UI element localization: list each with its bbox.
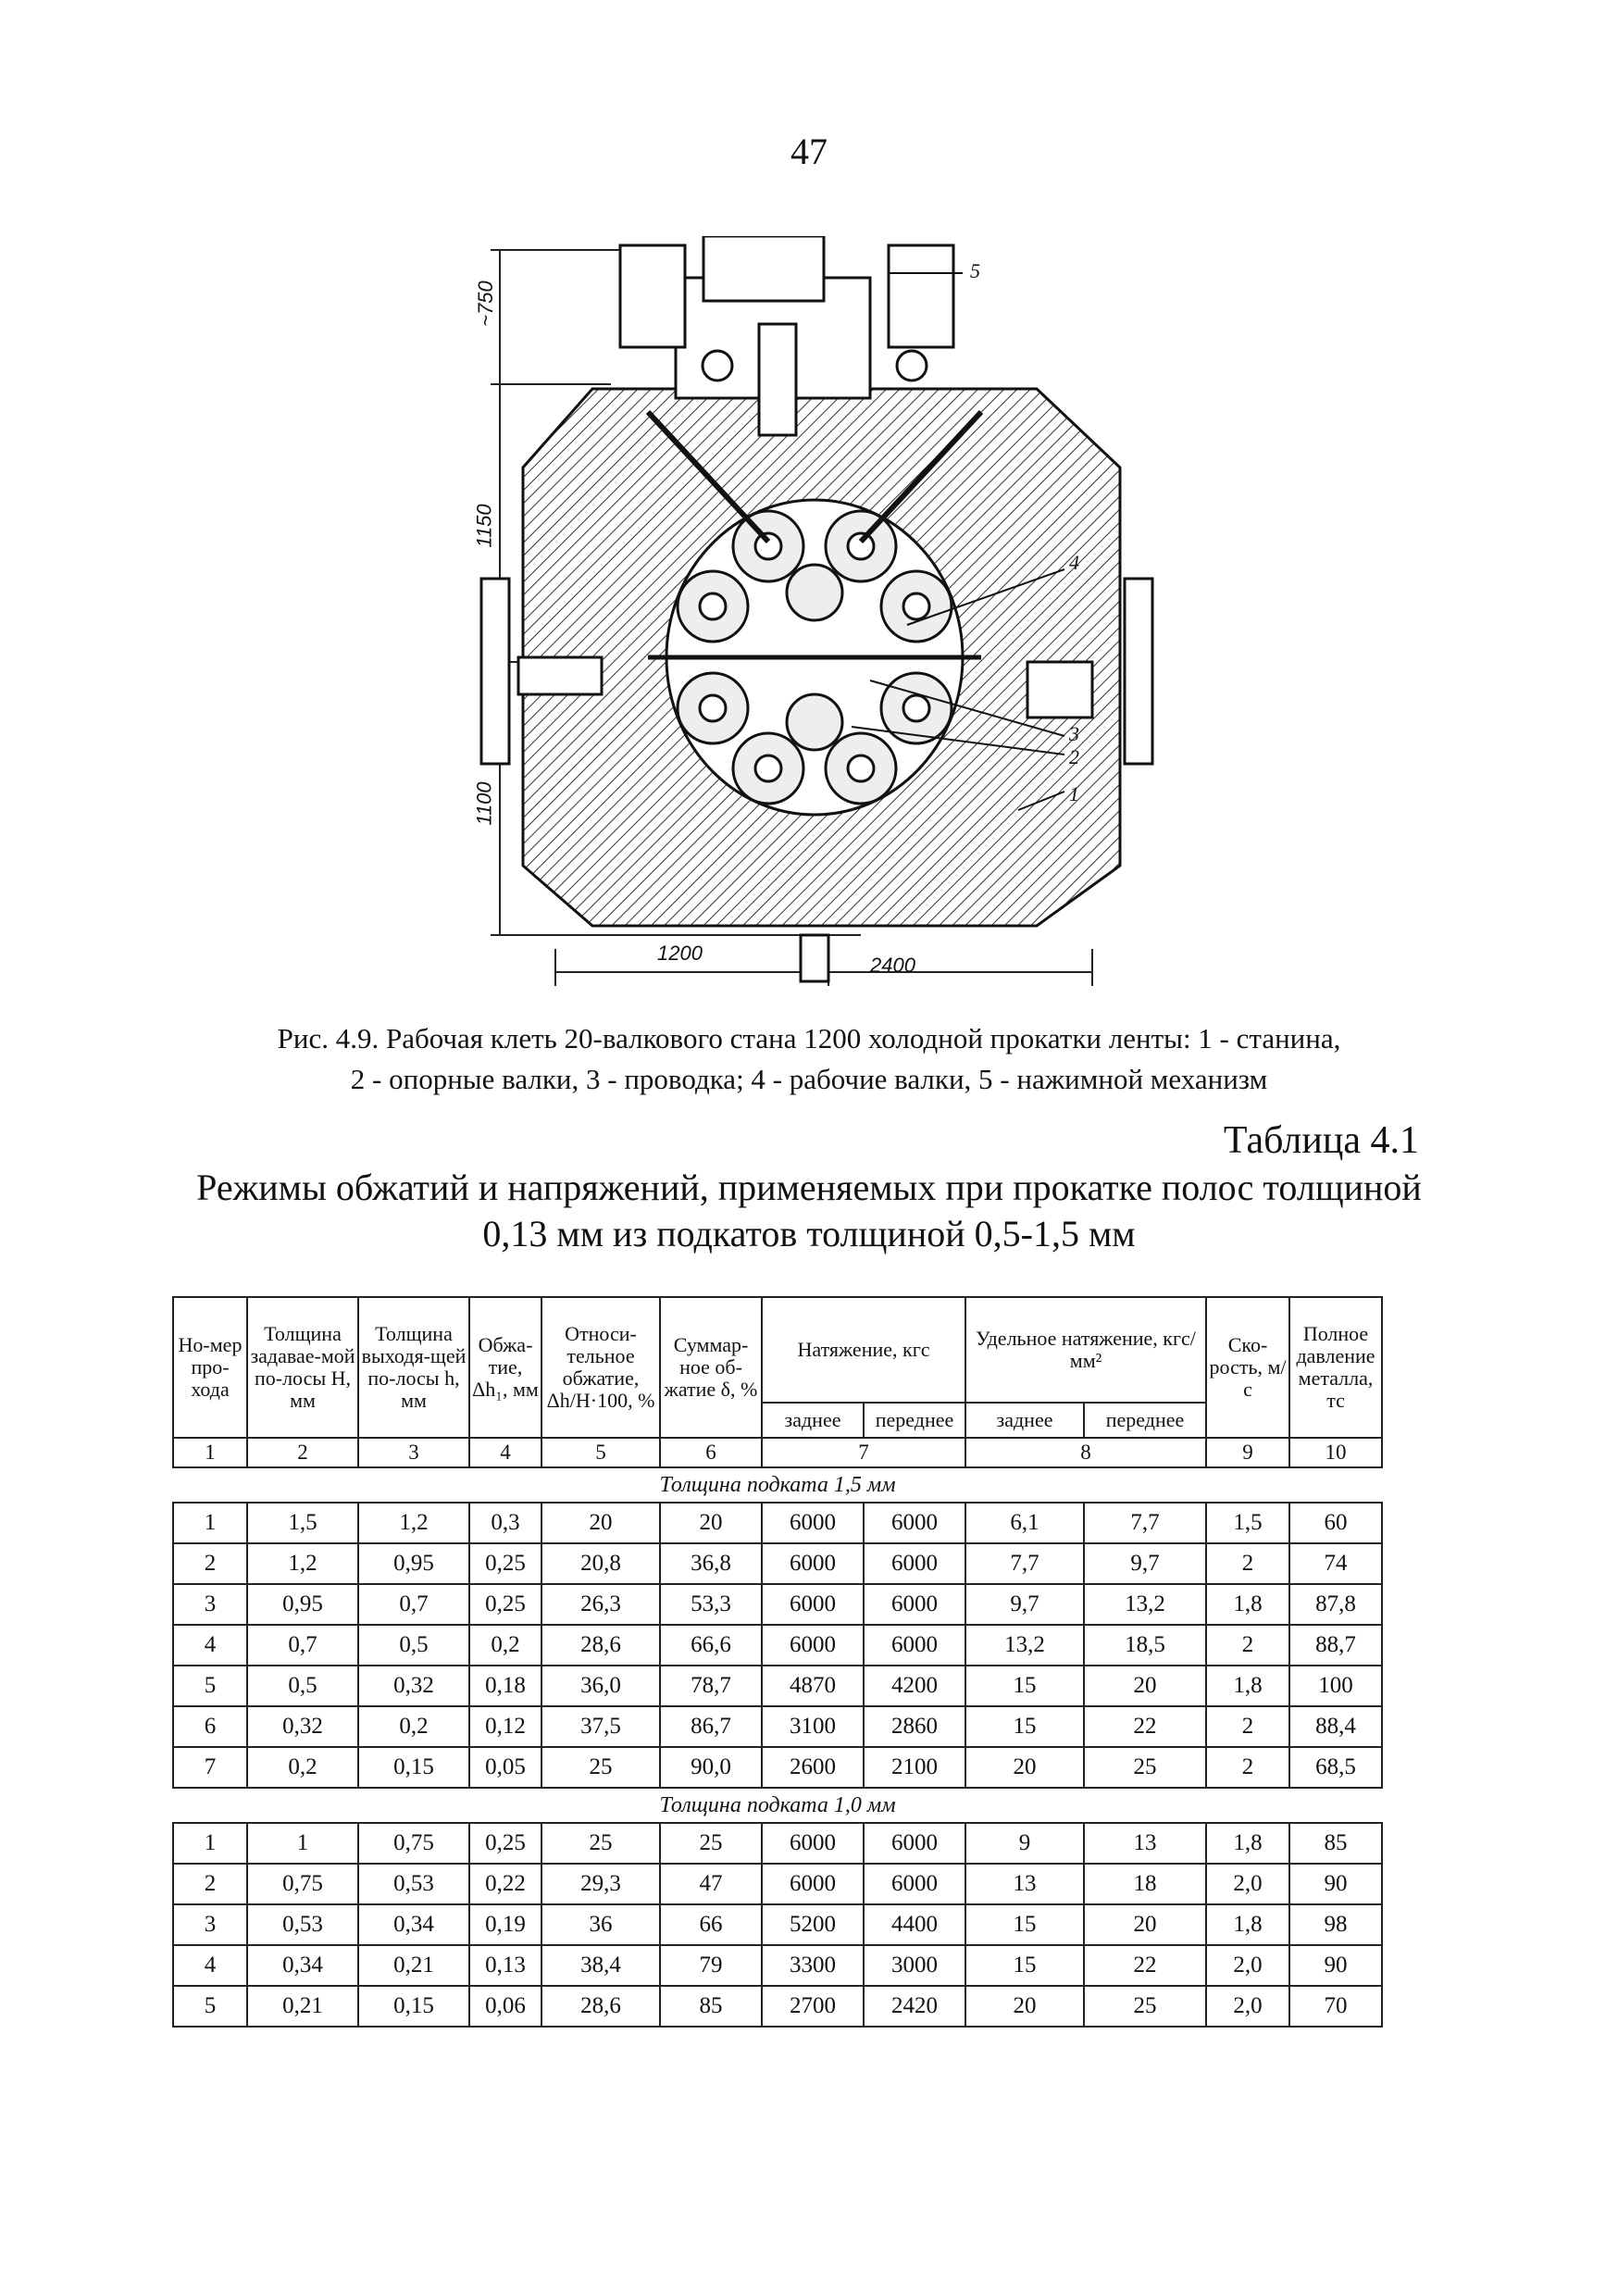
- table-cell: 2: [173, 1864, 247, 1904]
- table-cell: 6000: [864, 1584, 965, 1625]
- header-tension-front: переднее: [864, 1403, 965, 1438]
- table-cell: 78,7: [660, 1666, 762, 1706]
- table-cell: 2100: [864, 1747, 965, 1788]
- table-cell: 37,5: [541, 1706, 660, 1747]
- table-cell: 20: [660, 1503, 762, 1543]
- table-cell: 6000: [864, 1503, 965, 1543]
- table-cell: 1,2: [247, 1543, 358, 1584]
- table-cell: 0,15: [358, 1747, 469, 1788]
- table-cell: 6000: [864, 1543, 965, 1584]
- table-cell: 6000: [762, 1864, 864, 1904]
- section-title: Толщина подката 1,5 мм: [173, 1467, 1382, 1503]
- table-cell: 4870: [762, 1666, 864, 1706]
- table-cell: 1,5: [247, 1503, 358, 1543]
- table-cell: 7,7: [965, 1543, 1084, 1584]
- table-cell: 13,2: [965, 1625, 1084, 1666]
- table-cell: 0,12: [469, 1706, 541, 1747]
- table-cell: 22: [1084, 1945, 1206, 1986]
- table-cell: 2: [1206, 1625, 1289, 1666]
- table-cell: 0,21: [247, 1986, 358, 2027]
- table-cell: 25: [1084, 1747, 1206, 1788]
- dim-label-1200: 1200: [657, 942, 703, 965]
- table-cell: 1: [173, 1503, 247, 1543]
- table-cell: 15: [965, 1904, 1084, 1945]
- table-cell: 20: [1084, 1666, 1206, 1706]
- table-cell: 25: [541, 1823, 660, 1864]
- col-num: 2: [247, 1438, 358, 1467]
- dim-label-750: ~750: [473, 281, 497, 327]
- dim-label-2400: 2400: [870, 954, 915, 977]
- table-row: [173, 1625, 1382, 1666]
- table-label: Таблица 4.1: [1223, 1119, 1419, 1162]
- table-cell: 66: [660, 1904, 762, 1945]
- table-cell: 0,25: [469, 1543, 541, 1584]
- caption-line-1: Рис. 4.9. Рабочая клеть 20-валкового стана 1200 холодной прокатки ленты: 1 - станина,: [277, 1022, 1341, 1054]
- table-cell: 36,8: [660, 1543, 762, 1584]
- table-cell: 98: [1289, 1904, 1382, 1945]
- table-cell: 0,13: [469, 1945, 541, 1986]
- header-tension-back: заднее: [762, 1403, 864, 1438]
- col-num: 7: [762, 1438, 965, 1467]
- figure-caption: [148, 1018, 1470, 1100]
- table-cell: 100: [1289, 1666, 1382, 1706]
- table-cell: 0,22: [469, 1864, 541, 1904]
- caption-line-2: 2 - опорные валки, 3 - проводка; 4 - рабочие валки, 5 - нажимной механизм: [350, 1063, 1268, 1095]
- table-cell: 0,2: [469, 1625, 541, 1666]
- page-number: 47: [790, 131, 828, 172]
- table-cell: 66,6: [660, 1625, 762, 1666]
- table-cell: 88,7: [1289, 1625, 1382, 1666]
- table-title-line-1: Режимы обжатий и напряжений, применяемых при прокатке полос толщиной: [196, 1167, 1422, 1208]
- table-cell: 70: [1289, 1986, 1382, 2027]
- table-cell: 0,7: [247, 1625, 358, 1666]
- table-cell: 0,05: [469, 1747, 541, 1788]
- section-row: [173, 1467, 1382, 1503]
- table-cell: 0,5: [358, 1625, 469, 1666]
- table-row: [173, 1666, 1382, 1706]
- table-cell: 0,2: [247, 1747, 358, 1788]
- mill-stand-drawing: [463, 236, 1166, 1032]
- table-cell: 2420: [864, 1986, 965, 2027]
- reduction-table: [172, 1296, 1383, 2028]
- table-cell: 90,0: [660, 1747, 762, 1788]
- table-cell: 6: [173, 1706, 247, 1747]
- col-num: 3: [358, 1438, 469, 1467]
- table-cell: 87,8: [1289, 1584, 1382, 1625]
- table-cell: 18,5: [1084, 1625, 1206, 1666]
- table-cell: 2: [1206, 1706, 1289, 1747]
- table-row: [173, 1503, 1382, 1543]
- table-cell: 0,06: [469, 1986, 541, 2027]
- table-cell: 2860: [864, 1706, 965, 1747]
- table-cell: 25: [660, 1823, 762, 1864]
- table-cell: 0,19: [469, 1904, 541, 1945]
- table-cell: 6000: [864, 1625, 965, 1666]
- table-cell: 0,32: [358, 1666, 469, 1706]
- section-row: [173, 1788, 1382, 1823]
- table-cell: 53,3: [660, 1584, 762, 1625]
- callout-2: 2: [1069, 745, 1079, 768]
- header-h-out: Толщина выходя-щей по-лосы h, мм: [358, 1297, 469, 1438]
- table-cell: 0,95: [247, 1584, 358, 1625]
- table-cell: 9,7: [965, 1584, 1084, 1625]
- table-cell: 18: [1084, 1864, 1206, 1904]
- table-cell: 20: [541, 1503, 660, 1543]
- table-cell: 5: [173, 1666, 247, 1706]
- header-total-reduction: Суммар-ное об-жатие δ, %: [660, 1297, 762, 1438]
- table-cell: 29,3: [541, 1864, 660, 1904]
- table-cell: 86,7: [660, 1706, 762, 1747]
- callout-3: 3: [1069, 722, 1079, 745]
- table-cell: 36,0: [541, 1666, 660, 1706]
- dim-label-1100: 1100: [472, 781, 496, 826]
- table-cell: 2600: [762, 1747, 864, 1788]
- table-cell: 9,7: [1084, 1543, 1206, 1584]
- table-cell: 20: [1084, 1904, 1206, 1945]
- table-cell: 2,0: [1206, 1986, 1289, 2027]
- table-cell: 5200: [762, 1904, 864, 1945]
- table-cell: 4: [173, 1625, 247, 1666]
- col-num: 9: [1206, 1438, 1289, 1467]
- header-spec-back: заднее: [965, 1403, 1084, 1438]
- table-cell: 3300: [762, 1945, 864, 1986]
- table-cell: 85: [1289, 1823, 1382, 1864]
- table-cell: 3000: [864, 1945, 965, 1986]
- table-row: [173, 1747, 1382, 1788]
- table-row: [173, 1543, 1382, 1584]
- table-cell: 13: [1084, 1823, 1206, 1864]
- table-row: [173, 1706, 1382, 1747]
- table-cell: 15: [965, 1945, 1084, 1986]
- table-cell: 15: [965, 1666, 1084, 1706]
- table-cell: 3100: [762, 1706, 864, 1747]
- table-cell: 36: [541, 1904, 660, 1945]
- table-cell: 1,2: [358, 1503, 469, 1543]
- table-cell: 0,53: [358, 1864, 469, 1904]
- table-cell: 1,8: [1206, 1904, 1289, 1945]
- table-cell: 2: [1206, 1747, 1289, 1788]
- table-cell: 7: [173, 1747, 247, 1788]
- table-row: [173, 1986, 1382, 2027]
- table-cell: 28,6: [541, 1625, 660, 1666]
- table-cell: 0,95: [358, 1543, 469, 1584]
- table-cell: 25: [1084, 1986, 1206, 2027]
- table-cell: 6000: [762, 1503, 864, 1543]
- table-cell: 20: [965, 1747, 1084, 1788]
- section-title: Толщина подката 1,0 мм: [173, 1788, 1382, 1823]
- table-cell: 0,75: [358, 1823, 469, 1864]
- table-cell: 88,4: [1289, 1706, 1382, 1747]
- table-cell: 60: [1289, 1503, 1382, 1543]
- table-cell: 2: [1206, 1543, 1289, 1584]
- dim-label-1150: 1150: [472, 504, 496, 548]
- table-cell: 1: [173, 1823, 247, 1864]
- table-cell: 6000: [762, 1625, 864, 1666]
- table-row: [173, 1823, 1382, 1864]
- header-reduction: Обжа-тие, Δh₁, мм: [469, 1297, 541, 1438]
- table-cell: 0,53: [247, 1904, 358, 1945]
- table-cell: 9: [965, 1823, 1084, 1864]
- table-cell: 2700: [762, 1986, 864, 2027]
- table-cell: 28,6: [541, 1986, 660, 2027]
- table-cell: 6000: [864, 1864, 965, 1904]
- header-rel-reduction: Относи-тельное обжатие, Δh/H·100, %: [541, 1297, 660, 1438]
- table-cell: 5: [173, 1986, 247, 2027]
- header-specific-tension: Удельное натяжение, кгс/мм²: [965, 1297, 1206, 1403]
- table-cell: 6,1: [965, 1503, 1084, 1543]
- table-cell: 0,7: [358, 1584, 469, 1625]
- table-cell: 1,8: [1206, 1666, 1289, 1706]
- table-cell: 22: [1084, 1706, 1206, 1747]
- header-h-in: Толщина задавае-мой по-лосы H, мм: [247, 1297, 358, 1438]
- column-number-row: [173, 1438, 1382, 1467]
- col-num: 6: [660, 1438, 762, 1467]
- table-cell: 7,7: [1084, 1503, 1206, 1543]
- table-row: [173, 1945, 1382, 1986]
- table-cell: 0,34: [358, 1904, 469, 1945]
- table-cell: 1,5: [1206, 1503, 1289, 1543]
- table-cell: 38,4: [541, 1945, 660, 1986]
- header-tension: Натяжение, кгс: [762, 1297, 965, 1403]
- table-cell: 6000: [762, 1584, 864, 1625]
- table-cell: 0,21: [358, 1945, 469, 1986]
- col-num: 8: [965, 1438, 1206, 1467]
- col-num: 4: [469, 1438, 541, 1467]
- table-cell: 4: [173, 1945, 247, 1986]
- table-cell: 2: [173, 1543, 247, 1584]
- table-cell: 74: [1289, 1543, 1382, 1584]
- table-cell: 2,0: [1206, 1945, 1289, 1986]
- table-cell: 4200: [864, 1666, 965, 1706]
- header-pressure: Полное давление металла, тс: [1289, 1297, 1382, 1438]
- table-cell: 1,8: [1206, 1823, 1289, 1864]
- table-title: [139, 1165, 1479, 1257]
- table-row: [173, 1864, 1382, 1904]
- table-cell: 0,25: [469, 1823, 541, 1864]
- header-spec-front: переднее: [1084, 1403, 1206, 1438]
- table-cell: 90: [1289, 1945, 1382, 1986]
- table-cell: 0,75: [247, 1864, 358, 1904]
- col-num: 5: [541, 1438, 660, 1467]
- table-cell: 6000: [762, 1823, 864, 1864]
- table-cell: 68,5: [1289, 1747, 1382, 1788]
- table-cell: 20,8: [541, 1543, 660, 1584]
- table-cell: 47: [660, 1864, 762, 1904]
- header-pass: Но-мер про-хода: [173, 1297, 247, 1438]
- table-cell: 13,2: [1084, 1584, 1206, 1625]
- table-cell: 20: [965, 1986, 1084, 2027]
- callout-5: 5: [970, 259, 980, 282]
- table-cell: 79: [660, 1945, 762, 1986]
- callout-1: 1: [1069, 782, 1079, 805]
- table-cell: 0,32: [247, 1706, 358, 1747]
- table-cell: 25: [541, 1747, 660, 1788]
- col-num: 10: [1289, 1438, 1382, 1467]
- table-cell: 3: [173, 1584, 247, 1625]
- table-cell: 1: [247, 1823, 358, 1864]
- table-cell: 2,0: [1206, 1864, 1289, 1904]
- table-cell: 85: [660, 1986, 762, 2027]
- table-cell: 13: [965, 1864, 1084, 1904]
- col-num: 1: [173, 1438, 247, 1467]
- table-cell: 0,3: [469, 1503, 541, 1543]
- table-cell: 1,8: [1206, 1584, 1289, 1625]
- table-cell: 0,18: [469, 1666, 541, 1706]
- table-cell: 4400: [864, 1904, 965, 1945]
- table-row: [173, 1904, 1382, 1945]
- table-cell: 0,25: [469, 1584, 541, 1625]
- table-title-line-2: 0,13 мм из подкатов толщиной 0,5-1,5 мм: [482, 1213, 1136, 1254]
- table-cell: 0,34: [247, 1945, 358, 1986]
- table-cell: 0,5: [247, 1666, 358, 1706]
- table-cell: 15: [965, 1706, 1084, 1747]
- table-cell: 6000: [864, 1823, 965, 1864]
- table-cell: 0,2: [358, 1706, 469, 1747]
- table-cell: 90: [1289, 1864, 1382, 1904]
- table-row: [173, 1584, 1382, 1625]
- table-cell: 3: [173, 1904, 247, 1945]
- header-speed: Ско-рость, м/с: [1206, 1297, 1289, 1438]
- table-cell: 6000: [762, 1543, 864, 1584]
- table-cell: 0,15: [358, 1986, 469, 2027]
- callout-4: 4: [1069, 551, 1079, 574]
- table-cell: 26,3: [541, 1584, 660, 1625]
